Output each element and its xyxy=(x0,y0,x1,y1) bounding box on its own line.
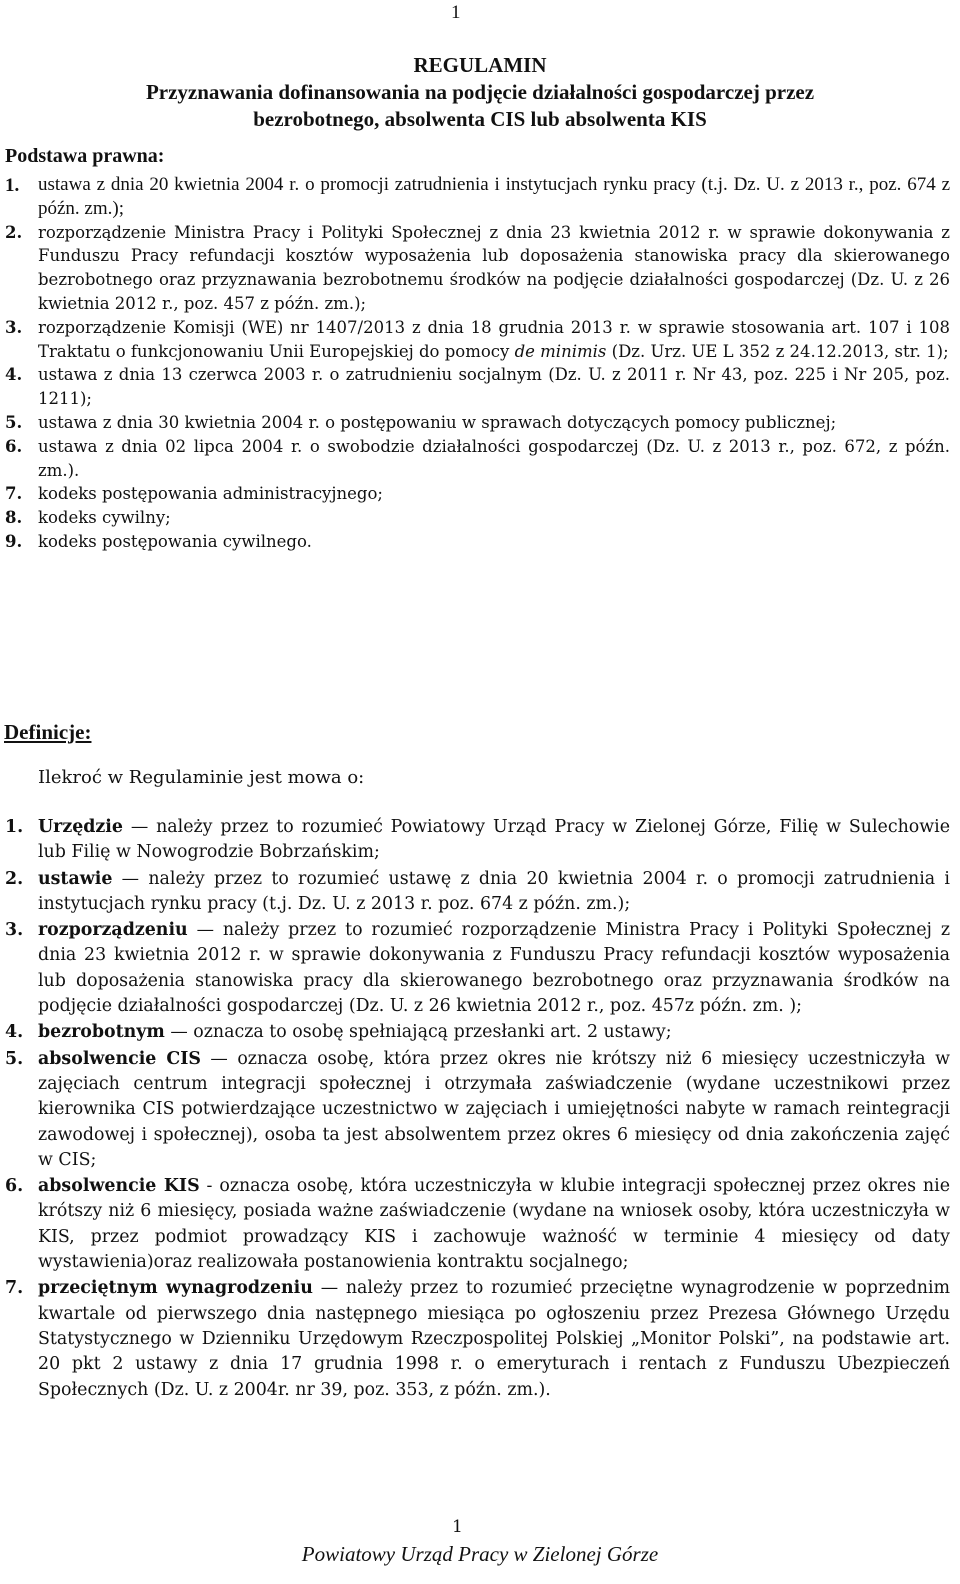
definition-term: absolwencie CIS xyxy=(38,1048,201,1069)
item-text: ustawa z dnia 30 kwietnia 2004 r. o postępowaniu w sprawach dotyczących pomocy publicznej; xyxy=(38,412,837,432)
definition-term: przeciętnym wynagrodzeniu xyxy=(38,1278,313,1299)
definition-text: — oznacza to osobę spełniającą przesłanki art. 2 ustawy; xyxy=(164,1022,672,1043)
legal-basis-item xyxy=(0,435,960,483)
page-number-top: 1 xyxy=(451,2,461,23)
item-number: 5. xyxy=(5,412,23,432)
legal-basis-item xyxy=(0,221,960,316)
definition-item xyxy=(0,1174,960,1275)
definition-text: — należy przez to rozumieć ustawę z dnia 20 kwietnia 2004 r. o promocji zatrudnienia i instytucjach rynku pracy (t.j. Dz. U. z 2013 r. poz. 674 z późn. zm.); xyxy=(38,868,950,914)
item-text-part: (Dz. Urz. UE L 352 z 24.12.2013, str. 1); xyxy=(606,341,949,361)
title-line-1: REGULAMIN xyxy=(413,53,547,77)
item-text: kodeks cywilny; xyxy=(38,508,171,528)
item-text xyxy=(38,1276,950,1402)
item-number: 9. xyxy=(5,531,23,551)
legal-basis-list xyxy=(0,173,960,554)
title-line-3: bezrobotnego, absolwenta CIS lub absolwenta KIS xyxy=(253,107,707,131)
document-title xyxy=(0,52,960,133)
item-number: 4. xyxy=(5,365,23,385)
legal-basis-item xyxy=(0,530,960,554)
definition-text: — należy przez to rozumieć rozporządzenie Ministra Pracy i Polityki Społecznej z dnia 23 kwietnia 2012 r. w sprawie dokonywania z Funduszu Pracy refundacji kosztów wyposażenia lub doposażenia stanowiska pracy dla skierowanego bezrobotnego oraz przyznawania środków na podjęcie działalności gospodarczej (Dz. U. z 26 kwietnia 2012 r., poz. 457z późn. zm. ); xyxy=(38,920,950,1017)
item-text xyxy=(38,815,950,866)
item-number: 1. xyxy=(5,817,24,837)
item-text xyxy=(38,1020,950,1045)
item-number: 4. xyxy=(5,1022,24,1043)
legal-basis-item xyxy=(0,173,960,221)
title-line-2: Przyznawania dofinansowania na podjęcie działalności gospodarczej przez xyxy=(145,80,815,104)
definition-term: absolwencie KIS xyxy=(38,1176,200,1197)
definitions-intro: Ilekroć w Regulaminie jest mowa o: xyxy=(38,767,365,788)
item-text xyxy=(38,1174,950,1275)
definition-text: — należy przez to rozumieć Powiatowy Urząd Pracy w Zielonej Górze, Filię w Sulechowie lub Filię w Nowogrodzie Bobrzańskim; xyxy=(38,817,950,863)
definition-item xyxy=(0,815,960,866)
definition-term: bezrobotnym xyxy=(38,1022,165,1043)
item-number: 8. xyxy=(5,508,23,528)
item-number: 2. xyxy=(5,868,24,889)
item-number: 6. xyxy=(5,1176,24,1197)
item-number: 7. xyxy=(5,1278,24,1299)
definitions-list xyxy=(0,815,960,1404)
legal-basis-item xyxy=(0,363,960,411)
item-number: 2. xyxy=(5,222,23,242)
item-number: 1. xyxy=(5,175,20,196)
item-text xyxy=(38,316,950,364)
item-text xyxy=(38,867,950,918)
item-number: 5. xyxy=(5,1048,24,1069)
definition-text: — oznacza osobę, która przez okres nie krótszy niż 6 miesięcy uczestniczyła w zajęciach centrum integracji społecznej i otrzymała zaświadczenie (wydane uczestnikowi przez kierownika CIS potwierdzające uczestnictwo w zajęciach i umiejętności nabyte w ramach reintegracji zawodowej i społecznej), osoba ta jest absolwentem przez okres 6 miesięcy od dnia zakończenia zajęć w CIS; xyxy=(38,1048,951,1170)
item-text xyxy=(38,918,950,1019)
item-number: 3. xyxy=(5,920,24,941)
legal-basis-item xyxy=(0,411,960,435)
definition-item xyxy=(0,1020,960,1045)
definitions-heading: Definicje: xyxy=(4,720,92,744)
definition-term: rozporządzeniu xyxy=(38,920,188,941)
item-text-italic: de minimis xyxy=(514,341,607,361)
item-text: kodeks postępowania administracyjnego; xyxy=(38,484,383,504)
definition-text: — należy przez to rozumieć przeciętne wynagrodzenie w poprzednim kwartale od pierwszego dnia następnego miesiąca po ogłoszeniu przez Prezesa Głównego Urzędu Statystycznego w Dzienniku Urzędowym Rzeczpospolitej Polskiej „Monitor Polski”, na podstawie art. 20 pkt 2 ustawy z dnia 17 grudnia 1998 r. o emeryturach i rentach z Funduszu Ubezpieczeń Społecznych (Dz. U. z 2004r. nr 39, poz. 353, z późn. zm.). xyxy=(38,1278,950,1400)
definition-text: - oznacza osobę, która uczestniczyła w klubie integracji społecznej przez okres nie krótszy niż 6 miesięcy, posiada ważne zaświadczenie (wydane na wniosek osoby, która uczestniczyła w KIS, przez podmiot prowadzący KIS i zachowuje ważność w terminie 4 miesięcy od daty wystawienia)oraz realizowała postanowienia kontraktu socjalnego; xyxy=(38,1176,950,1273)
legal-basis-heading: Podstawa prawna: xyxy=(5,145,165,167)
footer-page-number: 1 xyxy=(452,1517,463,1537)
item-text: kodeks postępowania cywilnego. xyxy=(38,531,312,551)
definition-item xyxy=(0,1047,960,1173)
legal-basis-item xyxy=(0,506,960,530)
item-text: rozporządzenie Ministra Pracy i Polityki Społecznej z dnia 23 kwietnia 2012 r. w sprawie dokonywania z Funduszu Pracy refundacji kosztów wyposażenia lub doposażenia stanowiska pracy dla skierowanego bezrobotnego oraz przyznawania bezrobotnemu środków na podjęcie działalności gospodarczej (Dz. U. z 26 kwietnia 2012 r., poz. 457 z późn. zm.); xyxy=(38,222,950,313)
footer-office-name: Powiatowy Urząd Pracy w Zielonej Górze xyxy=(301,1542,659,1566)
definition-item xyxy=(0,867,960,918)
item-number: 6. xyxy=(5,436,23,456)
legal-basis-item xyxy=(0,316,960,364)
item-number: 3. xyxy=(5,317,23,337)
definition-item xyxy=(0,1276,960,1402)
definition-item xyxy=(0,918,960,1019)
item-text: ustawa z dnia 20 kwietnia 2004 r. o promocji zatrudnienia i instytucjach rynku pracy (t.j. Dz. U. z 2013 r., poz. 674 z późn. zm.); xyxy=(38,174,950,219)
item-text xyxy=(38,1047,950,1173)
definition-term: ustawie xyxy=(38,868,113,889)
legal-basis-item xyxy=(0,482,960,506)
item-text: ustawa z dnia 13 czerwca 2003 r. o zatrudnieniu socjalnym (Dz. U. z 2011 r. Nr 43, poz. 225 i Nr 205, poz. 1211); xyxy=(38,365,950,409)
definition-term: Urzędzie xyxy=(38,817,123,837)
item-text: ustawa z dnia 02 lipca 2004 r. o swobodzie działalności gospodarczej (Dz. U. z 2013 r., poz. 672, z późn. zm.). xyxy=(38,436,950,480)
item-text-part: rozporządzenie Komisji (WE) nr 1407/2013 z dnia 18 grudnia 2013 r. w sprawie stosowania art. 107 i 108 Traktatu o funkcjonowaniu Unii Europejskiej do pomocy xyxy=(38,317,950,361)
item-number: 7. xyxy=(5,484,23,504)
